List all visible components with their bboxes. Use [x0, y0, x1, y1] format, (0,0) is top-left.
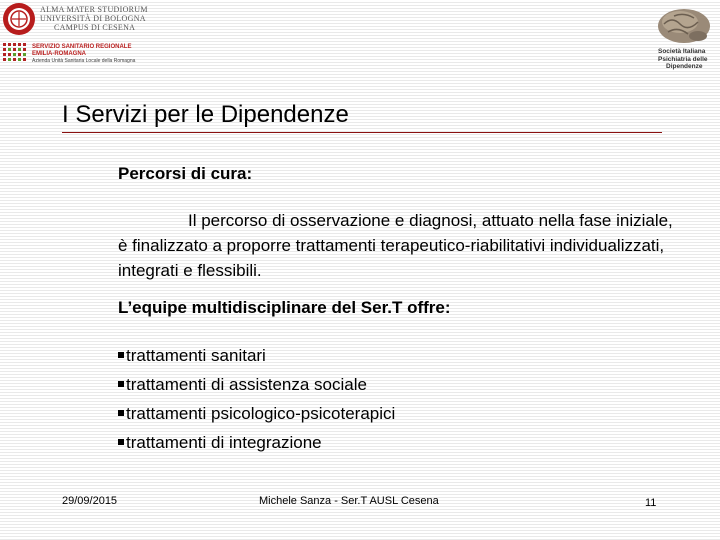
- list-item: [118, 428, 395, 457]
- sipd-line-3: Dipendenze: [666, 63, 703, 70]
- list-item: [118, 341, 395, 370]
- footer-page-number: 11: [645, 497, 657, 509]
- rer-logo: [2, 42, 142, 70]
- rer-line-1: SERVIZIO SANITARIO REGIONALE: [32, 44, 132, 50]
- section-heading-equipe: L’equipe multidisciplinare del Ser.T offre:: [118, 298, 451, 317]
- sipd-line-2: Psichiatria delle: [658, 55, 708, 63]
- unibo-text: [40, 5, 148, 32]
- footer-date: 29/09/2015: [62, 495, 118, 507]
- unibo-seal-icon: [2, 2, 36, 36]
- paragraph: [118, 208, 678, 283]
- rer-subline: Azienda Unità Sanitaria Locale della Romagna: [32, 58, 136, 64]
- unibo-line-3: CAMPUS DI CESENA: [54, 23, 136, 32]
- square-bullet-icon: [118, 439, 124, 445]
- square-bullet-icon: [118, 352, 124, 358]
- list-item: [118, 399, 395, 428]
- unibo-logo: [2, 2, 148, 36]
- slide-title: I Servizi per le Dipendenze: [62, 101, 349, 128]
- rer-line-2: EMILIA-ROMAGNA: [32, 51, 86, 57]
- footer-author: Michele Sanza - Ser.T AUSL Cesena: [259, 495, 439, 507]
- section-heading-percorsi: Percorsi di cura:: [118, 164, 253, 183]
- sipd-text: [658, 48, 708, 71]
- unibo-line-1: ALMA MATER STUDIORUM: [40, 5, 148, 14]
- rer-text: [32, 44, 135, 65]
- sipd-line-1: Società Italiana: [658, 48, 706, 55]
- list-item-label: trattamenti di assistenza sociale: [126, 375, 367, 394]
- unibo-line-2: UNIVERSITÀ DI BOLOGNA: [40, 14, 146, 23]
- square-bullet-icon: [118, 381, 124, 387]
- square-bullet-icon: [118, 410, 124, 416]
- brain-icon: [654, 4, 716, 46]
- list-item-label: trattamenti psicologico-psicoterapici: [126, 404, 396, 423]
- list-item-label: trattamenti di integrazione: [126, 433, 322, 452]
- offer-list: [118, 341, 395, 457]
- paragraph-text: Il percorso di osservazione e diagnosi, attuato nella fase iniziale, è finalizzato a proporre trattamenti terapeutico-riabilitativi individualizzati, integrati e flessibili.: [118, 211, 673, 280]
- rer-logo-icon: [2, 42, 30, 66]
- list-item-label: trattamenti sanitari: [126, 346, 266, 365]
- sipd-logo: [650, 4, 720, 76]
- list-item: [118, 370, 395, 399]
- title-divider: [62, 132, 662, 133]
